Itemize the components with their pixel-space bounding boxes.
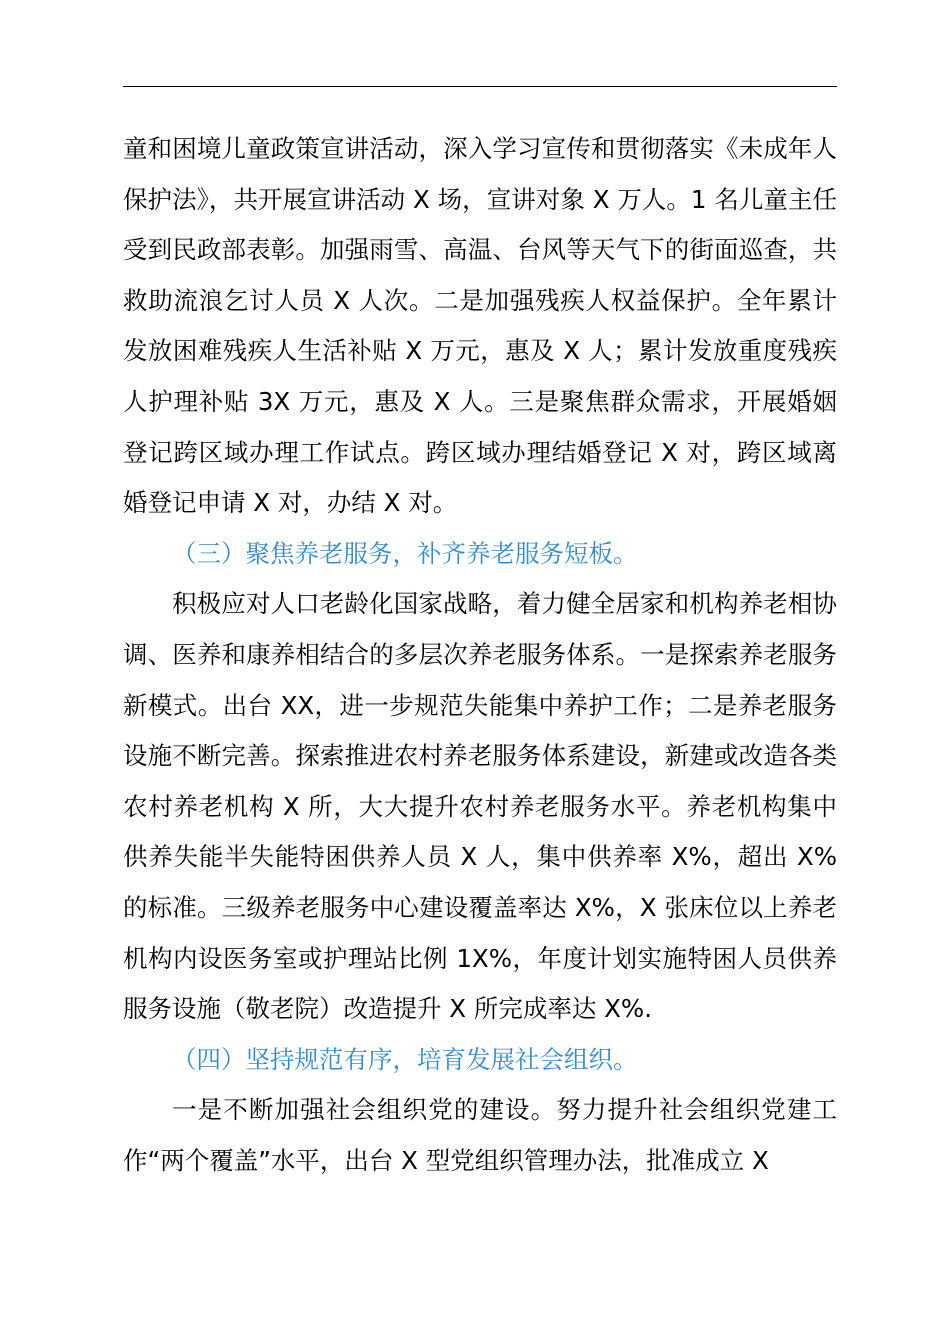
section-heading-social-organizations: （四）坚持规范有序，培育发展社会组织。 [172,1044,638,1074]
paragraph-elderly-care: 积极应对人口老龄化国家战略，着力健全居家和机构养老相协调、医养和康养相结合的多层次养老服务体系。一是探索养老服务新模式。出台 XX，进一步规范失能集中养护工作；二是养老服务设施不断完善。探索推进农村养老服务体系建设，新建或改造各类农村养老机构 X 所，大大提升农村养老服务水平。养老机构集中供养失能半失能特困供养人员 X 人，集中供养率 X%，超出 X%的标准。三级养老服务中心建设覆盖率达 X%，X 张床位以上养老机构内设医务室或护理站比例 1X%，年度计划实施特困人员供养服务设施（敬老院）改造提升 X 所完成率达 X%. [123,589,837,1024]
header-rule [123,86,837,87]
paragraph-social-organizations: 一是不断加强社会组织党的建设。努力提升社会组织党建工作“两个覆盖”水平，出台 X 型党组织管理办法，批准成立 X [123,1095,837,1175]
paragraph-children-disability-marriage: 童和困境儿童政策宣讲活动，深入学习宣传和贯彻落实《未成年人保护法》，共开展宣讲活动 X 场，宣讲对象 X 万人。1 名儿童主任受到民政部表彰。加强雨雪、高温、台风等天气下的街面巡查，共救助流浪乞讨人员 X 人次。二是加强残疾人权益保护。全年累计发放困难残疾人生活补贴 X 万元，惠及 X 人；累计发放重度残疾人护理补贴 3X 万元，惠及 X 人。三是聚焦群众需求，开展婚姻登记跨区域办理工作试点。跨区域办理结婚登记 X 对，跨区域离婚登记申请 X 对，办结 X 对。 [123,134,837,518]
section-heading-elderly-care: （三）聚焦养老服务，补齐养老服务短板。 [172,538,638,568]
document-body [123,124,837,1186]
